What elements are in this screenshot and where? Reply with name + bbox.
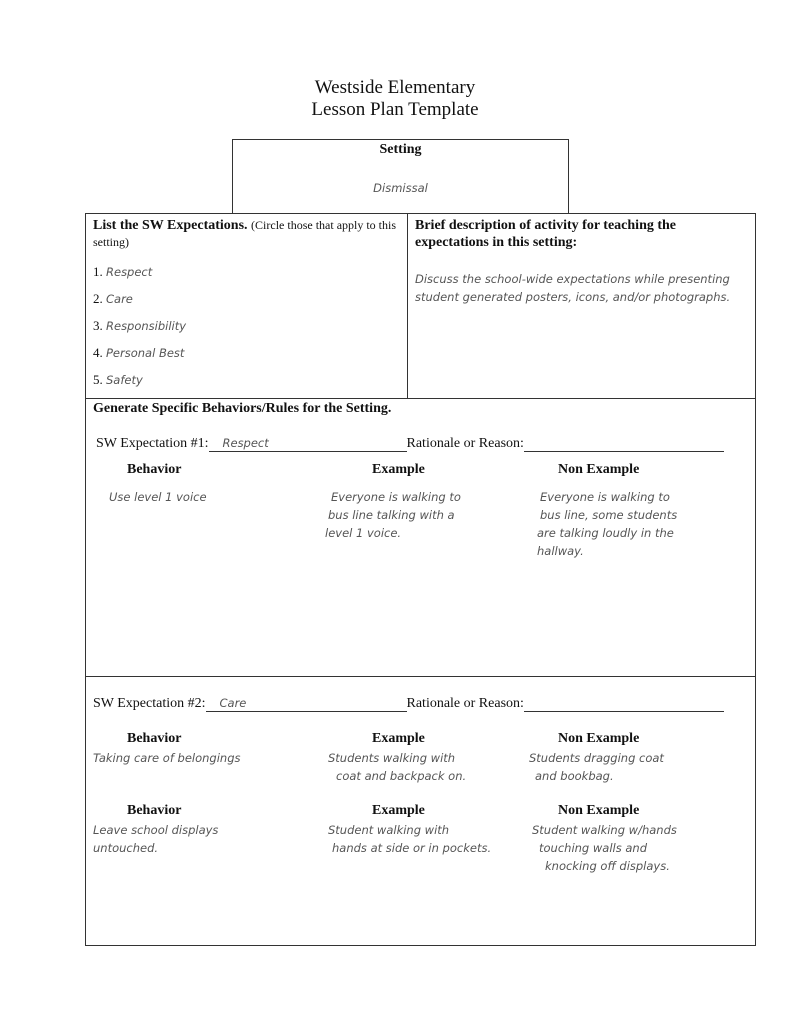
non-example-column-header: Non Example bbox=[558, 462, 640, 477]
non-example-line: Students dragging coat bbox=[529, 751, 664, 765]
behavior-text: Taking care of belongings bbox=[93, 751, 241, 765]
behavior-text bbox=[93, 821, 218, 857]
non-example-column-header: Non Example bbox=[558, 803, 640, 818]
list-item-text: Personal Best bbox=[106, 346, 185, 360]
list-item-number: 5. bbox=[93, 372, 103, 387]
example-line: bus line talking with a bbox=[328, 508, 455, 522]
non-example-text bbox=[532, 821, 677, 875]
behavior-text: Use level 1 voice bbox=[109, 490, 207, 504]
non-example-line: Everyone is walking to bbox=[540, 490, 670, 504]
setting-label: Setting bbox=[379, 142, 422, 157]
list-item bbox=[93, 318, 186, 345]
list-item-text: Safety bbox=[106, 373, 143, 387]
behavior-line: Leave school displays bbox=[93, 823, 219, 837]
expectation-1-section bbox=[85, 398, 756, 677]
expectations-heading bbox=[93, 217, 403, 251]
behavior-column-header: Behavior bbox=[127, 803, 182, 818]
rationale-label: Rationale or Reason: bbox=[406, 696, 524, 711]
example-text bbox=[328, 821, 491, 857]
school-name: Westside Elementary bbox=[314, 77, 476, 98]
list-item-number: 3. bbox=[93, 318, 103, 333]
example-line: level 1 voice. bbox=[325, 526, 402, 540]
list-item-number: 4. bbox=[93, 345, 103, 360]
activity-heading: Brief description of activity for teaching the expectations in this setting: bbox=[415, 218, 677, 250]
expectation-2-line bbox=[93, 696, 724, 712]
expectation-1-value: Respect bbox=[222, 436, 269, 450]
non-example-line: and bookbag. bbox=[535, 769, 614, 783]
expectation-2-value: Care bbox=[219, 696, 247, 710]
behavior-line: untouched. bbox=[93, 841, 159, 855]
document-title: Lesson Plan Template bbox=[311, 99, 479, 120]
expectations-activity-row bbox=[85, 213, 756, 399]
rationale-label: Rationale or Reason: bbox=[406, 436, 524, 451]
column-divider bbox=[407, 214, 408, 398]
example-line: coat and backpack on. bbox=[336, 769, 467, 783]
list-item-text: Respect bbox=[106, 265, 153, 279]
expectation-2-blank bbox=[206, 696, 407, 712]
expectation-2-section bbox=[85, 676, 756, 946]
non-example-column-header: Non Example bbox=[558, 731, 640, 746]
list-item bbox=[93, 291, 186, 318]
activity-line: Discuss the school-wide expectations while presenting bbox=[415, 272, 730, 286]
example-line: Everyone is walking to bbox=[331, 490, 461, 504]
example-text bbox=[328, 749, 466, 785]
expectations-list bbox=[93, 264, 186, 399]
non-example-text bbox=[537, 488, 678, 560]
expectation-1-blank bbox=[209, 436, 407, 452]
example-column-header: Example bbox=[372, 803, 425, 818]
activity-line: student generated posters, icons, and/or photographs. bbox=[415, 290, 731, 304]
expectation-1-line bbox=[96, 436, 724, 452]
setting-box bbox=[232, 139, 569, 213]
list-item bbox=[93, 264, 186, 291]
list-item-number: 1. bbox=[93, 264, 103, 279]
expectation-2-prefix: SW Expectation #2: bbox=[93, 696, 206, 711]
non-example-text bbox=[529, 749, 664, 785]
list-item bbox=[93, 372, 186, 399]
non-example-line: are talking loudly in the bbox=[537, 526, 674, 540]
example-line: Students walking with bbox=[328, 751, 456, 765]
setting-value: Dismissal bbox=[373, 181, 428, 195]
list-item-number: 2. bbox=[93, 291, 103, 306]
list-item-text: Care bbox=[106, 292, 133, 306]
example-column-header: Example bbox=[372, 731, 425, 746]
behavior-column-header: Behavior bbox=[127, 462, 182, 477]
rationale-blank bbox=[524, 697, 724, 712]
list-item-text: Responsibility bbox=[106, 319, 187, 333]
non-example-line: bus line, some students bbox=[540, 508, 678, 522]
expectations-heading-bold: List the SW Expectations. bbox=[93, 218, 248, 233]
expectation-1-prefix: SW Expectation #1: bbox=[96, 436, 209, 451]
list-item bbox=[93, 345, 186, 372]
behaviors-heading: Generate Specific Behaviors/Rules for the Setting. bbox=[93, 401, 392, 416]
non-example-line: knocking off displays. bbox=[545, 859, 670, 873]
activity-description bbox=[415, 270, 750, 306]
non-example-line: Student walking w/hands bbox=[532, 823, 677, 837]
example-line: Student walking with bbox=[328, 823, 450, 837]
expectations-heading-note: (Circle those that apply to this setting) bbox=[93, 218, 397, 249]
example-line: hands at side or in pockets. bbox=[332, 841, 492, 855]
rationale-blank bbox=[524, 437, 724, 452]
example-text bbox=[325, 488, 461, 542]
non-example-line: touching walls and bbox=[539, 841, 648, 855]
example-column-header: Example bbox=[372, 462, 425, 477]
non-example-line: hallway. bbox=[537, 544, 584, 558]
behavior-column-header: Behavior bbox=[127, 731, 182, 746]
